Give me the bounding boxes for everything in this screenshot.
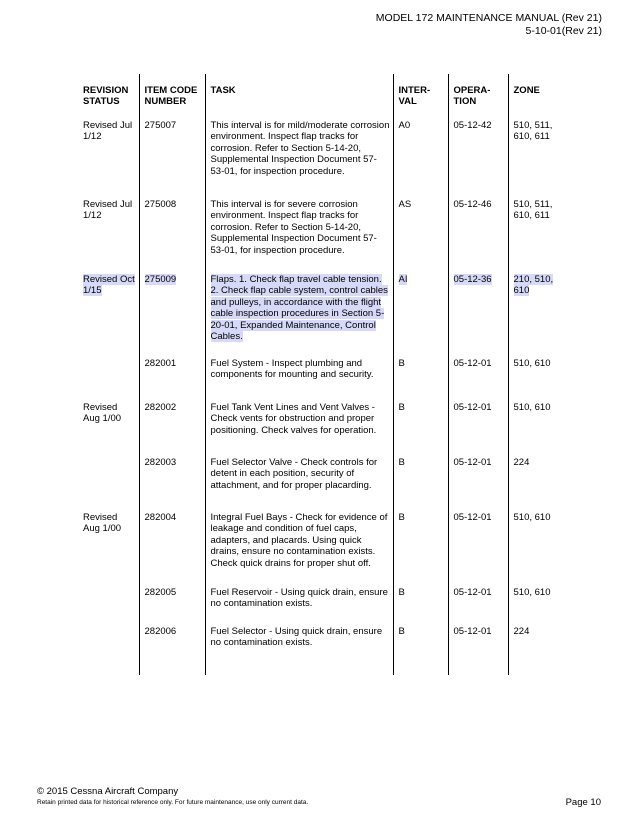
interval-cell: [393, 268, 448, 352]
item-code-cell: [139, 114, 205, 193]
item-code-cell: [139, 620, 205, 675]
col-header-operation: OPERA- TION: [448, 74, 508, 114]
interval-cell: [393, 620, 448, 675]
item-code-text: 282006: [144, 626, 177, 637]
page-number: Page 10: [565, 797, 601, 808]
zone-cell: [508, 506, 560, 581]
zone-cell: [508, 114, 560, 193]
task-cell: [205, 352, 393, 396]
table-row: [78, 581, 560, 620]
col-header-item-code: ITEM CODE NUMBER: [139, 74, 205, 114]
zone-text: 224: [513, 457, 530, 468]
zone-cell: [508, 352, 560, 396]
table-row: [78, 620, 560, 675]
revision-status-cell: [78, 620, 139, 675]
copyright-notice: © 2015 Cessna Aircraft Company: [37, 786, 179, 797]
revision-status-text: Revised Aug 1/00: [83, 512, 122, 535]
interval-text: B: [398, 402, 405, 413]
operation-text: 05-12-36: [453, 274, 492, 285]
revision-status-text: Revised Jul 1/12: [83, 120, 133, 143]
operation-text: 05-12-01: [453, 512, 492, 523]
task-cell: [205, 268, 393, 352]
operation-cell: [448, 581, 508, 620]
operation-text: 05-12-01: [453, 587, 492, 598]
revision-status-text: Revised Oct 1/15: [83, 274, 135, 297]
item-code-text: 275008: [144, 199, 177, 210]
item-code-cell: [139, 352, 205, 396]
interval-text: B: [398, 358, 405, 369]
interval-cell: [393, 581, 448, 620]
operation-cell: [448, 268, 508, 352]
item-code-text: 282005: [144, 587, 177, 598]
zone-text: 224: [513, 626, 530, 637]
zone-cell: [508, 268, 560, 352]
interval-cell: [393, 396, 448, 451]
table-row: [78, 396, 560, 451]
item-code-cell: [139, 396, 205, 451]
interval-text: AI: [398, 274, 408, 285]
zone-text: 510, 610: [513, 587, 551, 598]
operation-cell: [448, 506, 508, 581]
task-text: Fuel System - Inspect plumbing and components for mounting and security.: [210, 358, 374, 381]
table-row: [78, 506, 560, 581]
table-header-row: [78, 74, 560, 114]
task-text: Fuel Selector Valve - Check controls for detent in each position, security of attachment, and for proper placarding.: [210, 457, 378, 491]
operation-cell: [448, 620, 508, 675]
operation-text: 05-12-01: [453, 626, 492, 637]
revision-status-cell: [78, 268, 139, 352]
operation-cell: [448, 352, 508, 396]
item-code-cell: [139, 193, 205, 268]
zone-cell: [508, 396, 560, 451]
interval-cell: [393, 114, 448, 193]
operation-text: 05-12-01: [453, 402, 492, 413]
task-cell: [205, 620, 393, 675]
revision-status-cell: [78, 352, 139, 396]
task-text: Flaps. 1. Check flap travel cable tension. 2. Check flap cable system, control cables and pulleys, in accordance with the flight cable inspection procedures in Section 5-20-01, Expanded Maintenance, Control Cables.: [210, 274, 388, 343]
interval-text: B: [398, 626, 405, 637]
table-row: [78, 193, 560, 268]
col-header-zone: ZONE: [508, 74, 560, 114]
operation-cell: [448, 451, 508, 506]
interval-text: B: [398, 457, 405, 468]
zone-text: 510, 610: [513, 402, 551, 413]
zone-cell: [508, 581, 560, 620]
task-cell: [205, 396, 393, 451]
item-code-text: 275007: [144, 120, 177, 131]
task-text: This interval is for mild/moderate corrosion environment. Inspect flap tracks for corrosion. Refer to Section 5-14-20, Supplemental Inspection Document 57-53-01, for inspection procedure.: [210, 120, 390, 177]
item-code-cell: [139, 268, 205, 352]
task-text: Fuel Selector - Using quick drain, ensure no contamination exists.: [210, 626, 383, 649]
page-header: [376, 12, 602, 38]
item-code-text: 282004: [144, 512, 177, 523]
item-code-text: 282002: [144, 402, 177, 413]
manual-title: MODEL 172 MAINTENANCE MANUAL (Rev 21): [375, 12, 602, 24]
revision-status-cell: [78, 451, 139, 506]
item-code-text: 275009: [144, 274, 177, 285]
operation-cell: [448, 193, 508, 268]
task-text: Fuel Reservoir - Using quick drain, ensure no contamination exists.: [210, 587, 388, 610]
table-row: [78, 352, 560, 396]
task-cell: [205, 193, 393, 268]
col-header-interval: INTER- VAL: [393, 74, 448, 114]
revision-status-cell: [78, 396, 139, 451]
operation-text: 05-12-01: [453, 457, 492, 468]
zone-cell: [508, 193, 560, 268]
item-code-cell: [139, 451, 205, 506]
disclaimer-notice: Retain printed data for historical reference only. For future maintenance, use only current data.: [37, 799, 309, 806]
task-cell: [205, 581, 393, 620]
task-text: Fuel Tank Vent Lines and Vent Valves - Check vents for obstruction and proper positioning. Check valves for operation.: [210, 402, 377, 436]
operation-text: 05-12-01: [453, 358, 492, 369]
interval-cell: [393, 193, 448, 268]
item-code-text: 282001: [144, 358, 177, 369]
interval-text: A0: [398, 120, 411, 131]
table-row: [78, 268, 560, 352]
inspection-table: [78, 74, 560, 675]
revision-status-cell: [78, 581, 139, 620]
interval-cell: [393, 451, 448, 506]
task-text: Integral Fuel Bays - Check for evidence of leakage and condition of fuel caps, adapters, and placards. Using quick drains, ensure no contamination exists. Check quick drains for proper shut off.: [210, 512, 388, 569]
zone-cell: [508, 620, 560, 675]
revision-status-cell: [78, 193, 139, 268]
col-header-task: TASK: [205, 74, 393, 114]
operation-cell: [448, 114, 508, 193]
revision-status-text: Revised Jul 1/12: [83, 199, 133, 222]
operation-cell: [448, 396, 508, 451]
task-cell: [205, 506, 393, 581]
table-row: [78, 114, 560, 193]
revision-status-text: Revised Aug 1/00: [83, 402, 122, 425]
revision-status-cell: [78, 114, 139, 193]
zone-text: 510, 610: [513, 512, 551, 523]
zone-text: 210, 510, 610: [513, 274, 554, 297]
zone-text: 510, 511, 610, 611: [513, 199, 553, 222]
operation-text: 05-12-42: [453, 120, 492, 131]
section-reference: 5-10-01(Rev 21): [525, 25, 602, 37]
table-row: [78, 451, 560, 506]
item-code-cell: [139, 581, 205, 620]
interval-cell: [393, 506, 448, 581]
zone-text: 510, 511, 610, 611: [513, 120, 553, 143]
task-cell: [205, 114, 393, 193]
task-text: This interval is for severe corrosion environment. Inspect flap tracks for corrosion. Refer to Section 5-14-20, Supplemental Inspection Document 57-53-01, for inspection procedure.: [210, 199, 377, 256]
task-cell: [205, 451, 393, 506]
zone-cell: [508, 451, 560, 506]
item-code-text: 282003: [144, 457, 177, 468]
zone-text: 510, 610: [513, 358, 551, 369]
interval-text: B: [398, 587, 405, 598]
item-code-cell: [139, 506, 205, 581]
interval-text: AS: [398, 199, 412, 210]
operation-text: 05-12-46: [453, 199, 492, 210]
revision-status-cell: [78, 506, 139, 581]
col-header-revision-status: REVISION STATUS: [83, 85, 129, 108]
interval-text: B: [398, 512, 405, 523]
interval-cell: [393, 352, 448, 396]
